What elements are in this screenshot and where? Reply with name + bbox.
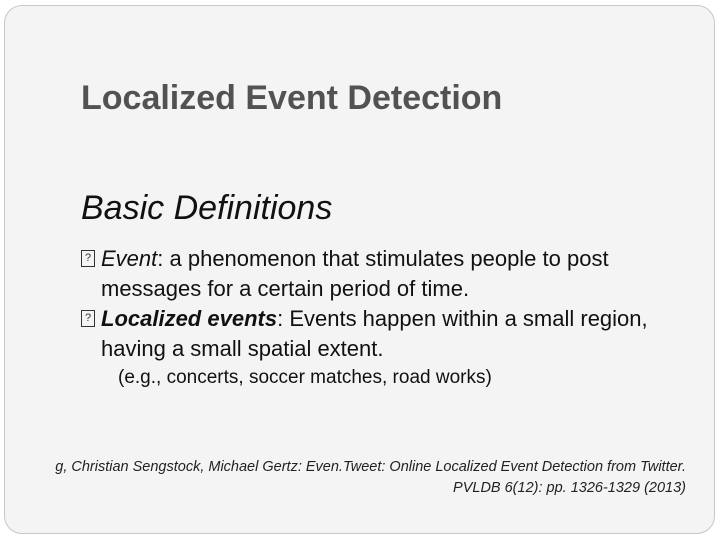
slide-subtitle: Basic Definitions xyxy=(81,189,333,227)
slide-frame xyxy=(4,5,715,534)
bullet-box-icon: ? xyxy=(81,250,95,267)
citation-line-1: g, Christian Sengstock, Michael Gertz: Even.Tweet: Online Localized Event Detection from Twitter. xyxy=(55,459,686,475)
definition-event: a phenomenon that stimulates people to post messages for a certain period of time. xyxy=(101,246,609,301)
slide-title: Localized Event Detection xyxy=(81,79,503,117)
bullet-localized-events xyxy=(81,304,681,364)
citation-line-2: PVLDB 6(12): pp. 1326-1329 (2013) xyxy=(453,480,686,496)
citation xyxy=(0,457,686,499)
term-separator: : xyxy=(277,306,290,331)
bullet-list xyxy=(81,244,681,392)
term-localized-events: Localized events xyxy=(101,306,278,331)
definition-localized-events: Events happen within a small region, having a small spatial extent. xyxy=(101,306,648,361)
bullet-event xyxy=(81,244,681,304)
term-event: Event xyxy=(101,246,158,271)
example-text: (e.g., concerts, soccer matches, road works) xyxy=(118,367,492,388)
bullet-box-icon: ? xyxy=(81,310,95,327)
term-separator: : xyxy=(157,246,170,271)
